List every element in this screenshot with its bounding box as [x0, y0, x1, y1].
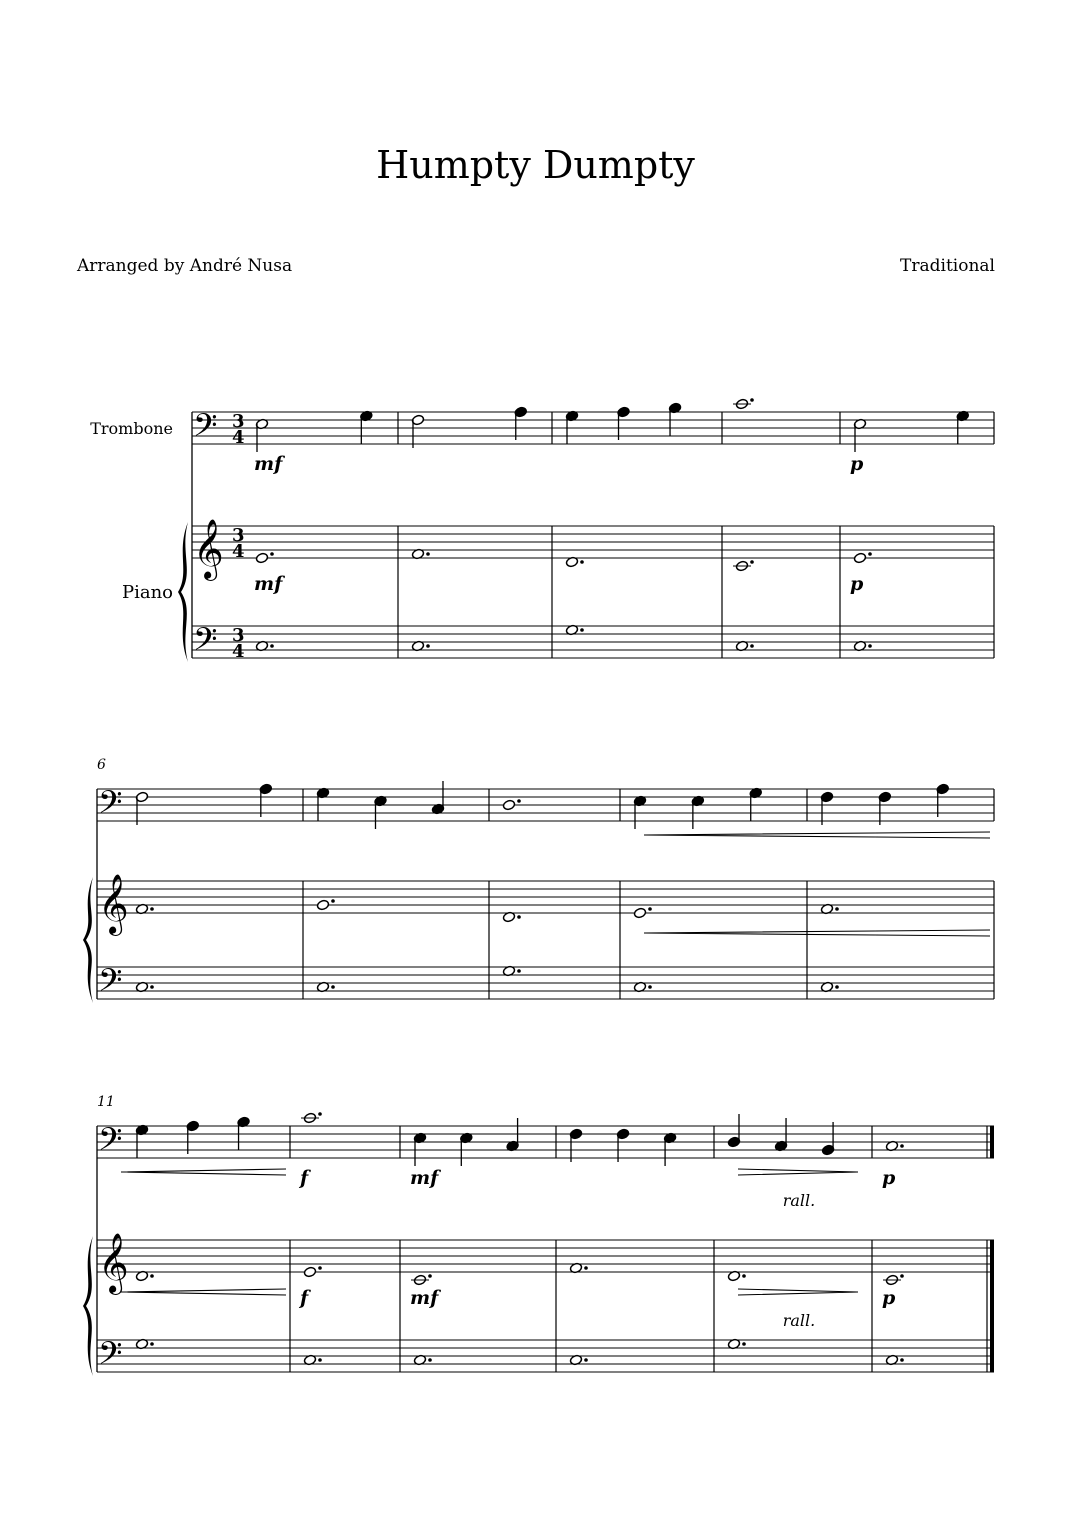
composer-credit: Traditional [900, 256, 995, 276]
tempo-marking: rall. [782, 1191, 816, 1210]
dynamic-marking: mf [254, 573, 283, 595]
arranger-credit: Arranged by André Nusa [77, 256, 293, 276]
augmentation-dot [900, 1144, 904, 1148]
dynamic-marking: mf [410, 1287, 439, 1309]
augmentation-dot [426, 552, 430, 556]
score-title: Humpty Dumpty [376, 143, 695, 187]
augmentation-dot [150, 907, 154, 911]
augmentation-dot [648, 985, 652, 989]
note-head [316, 899, 329, 911]
instrument-label-piano: Piano [121, 582, 173, 603]
dynamic-marking: mf [254, 453, 283, 475]
augmentation-dot [835, 985, 839, 989]
time-signature-top: 3 [232, 625, 245, 646]
augmentation-dot [150, 985, 154, 989]
dynamic-marking: p [850, 573, 864, 595]
bass-clef-icon: 𝄢 [98, 962, 123, 1006]
dynamic-marking: p [882, 1287, 896, 1309]
decrescendo-hairpin [738, 1289, 858, 1295]
piano-brace [83, 877, 93, 1003]
dynamic-marking: p [850, 453, 864, 475]
augmentation-dot [900, 1358, 904, 1362]
augmentation-dot [868, 644, 872, 648]
augmentation-dot [584, 1266, 588, 1270]
augmentation-dot [648, 907, 652, 911]
note-head [255, 552, 268, 564]
treble-clef-icon: 𝄞 [98, 1233, 129, 1293]
augmentation-dot [318, 1358, 322, 1362]
measure-number: 6 [97, 757, 106, 773]
piano-brace [83, 1236, 93, 1376]
augmentation-dot [331, 985, 335, 989]
bass-clef-icon: 𝄢 [98, 1121, 123, 1165]
augmentation-dot [426, 644, 430, 648]
time-signature-bottom: 4 [232, 427, 245, 448]
dynamic-marking: f [300, 1287, 309, 1309]
bass-clef-icon: 𝄢 [193, 407, 218, 451]
augmentation-dot [270, 552, 274, 556]
augmentation-dot [900, 1274, 904, 1278]
tempo-marking: rall. [782, 1311, 816, 1330]
note-head [502, 799, 515, 811]
crescendo-hairpin [121, 1289, 286, 1295]
augmentation-dot [742, 1274, 746, 1278]
dynamic-marking: p [882, 1167, 896, 1189]
time-signature-bottom: 4 [232, 641, 245, 662]
augmentation-dot [517, 915, 521, 919]
bass-clef-icon: 𝄢 [193, 621, 218, 665]
note-head [303, 1266, 316, 1278]
augmentation-dot [750, 560, 754, 564]
final-barline [990, 1126, 994, 1158]
decrescendo-hairpin [738, 1169, 858, 1175]
augmentation-dot [331, 899, 335, 903]
augmentation-dot [150, 1274, 154, 1278]
augmentation-dot [517, 799, 521, 803]
measure-number: 11 [97, 1094, 115, 1110]
augmentation-dot [750, 644, 754, 648]
treble-clef-icon: 𝄞 [193, 519, 224, 579]
augmentation-dot [428, 1358, 432, 1362]
augmentation-dot [750, 398, 754, 402]
time-signature-bottom: 4 [232, 541, 245, 562]
final-barline [990, 1340, 994, 1372]
bass-clef-icon: 𝄢 [98, 784, 123, 828]
time-signature-top: 3 [232, 525, 245, 546]
note-head [853, 552, 866, 564]
crescendo-hairpin [121, 1169, 286, 1175]
final-barline [990, 1240, 994, 1272]
crescendo-hairpin [644, 930, 990, 936]
instrument-label-trombone: Trombone [90, 419, 173, 438]
augmentation-dot [270, 644, 274, 648]
augmentation-dot [318, 1266, 322, 1270]
augmentation-dot [580, 628, 584, 632]
treble-clef-icon: 𝄞 [98, 874, 129, 934]
augmentation-dot [150, 1342, 154, 1346]
augmentation-dot [835, 907, 839, 911]
final-barline [990, 1272, 994, 1340]
augmentation-dot [517, 969, 521, 973]
augmentation-dot [580, 560, 584, 564]
bass-clef-icon: 𝄢 [98, 1335, 123, 1379]
piano-brace [178, 522, 188, 662]
augmentation-dot [868, 552, 872, 556]
time-signature-top: 3 [232, 411, 245, 432]
crescendo-hairpin [644, 832, 990, 838]
dynamic-marking: mf [410, 1167, 439, 1189]
augmentation-dot [584, 1358, 588, 1362]
augmentation-dot [318, 1112, 322, 1116]
dynamic-marking: f [300, 1167, 309, 1189]
augmentation-dot [428, 1274, 432, 1278]
note-head [633, 907, 646, 919]
augmentation-dot [742, 1342, 746, 1346]
